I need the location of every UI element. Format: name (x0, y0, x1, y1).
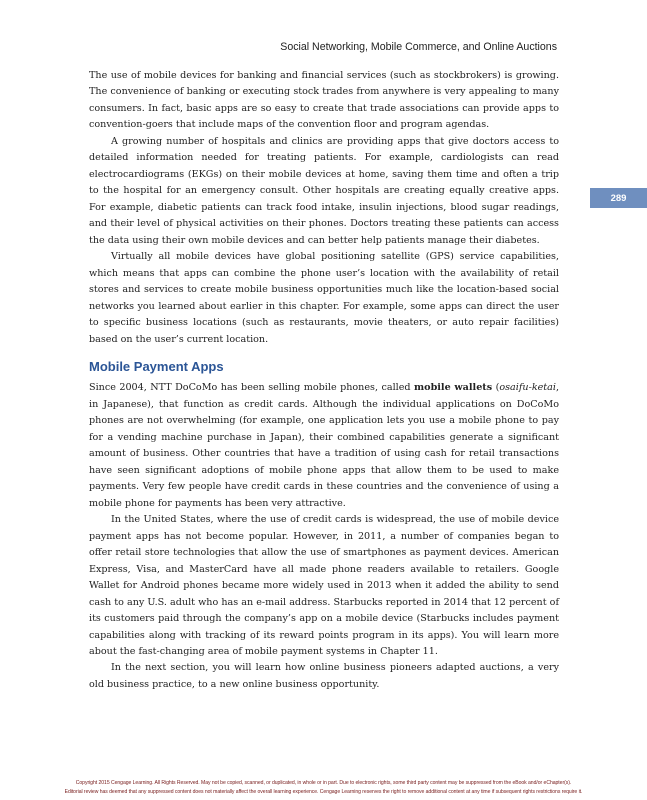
editorial-footer: Editorial review has deemed that any suppressed content does not materially affect the overall learning experience. Cengage Learning reserves the right to remove additional content at any time if subsequent rights restrictions require it. (64, 789, 583, 795)
foreign-term: osaifu-ketai (499, 382, 556, 394)
page-number-tab: 289 (590, 188, 647, 208)
text-run: , in Japanese), that function as credit cards. Although the individual applications on DoCoMo phones are not overwhelming (for example, one application lets you use a mobile phone to pay for a vending machine purchase in Japan), their combined capabilities generate a significant amount of business. Other countries that have a tradition of using cash for retail transactions have seen significant adoptions of mobile phone apps that allow them to be used to make payments. Very few people have credit cards in these countries and the convenience of using a mobile phone for payments has been very attractive. (89, 382, 560, 509)
copyright-footer: Copyright 2015 Cengage Learning. All Rights Reserved. May not be copied, scanned, or duplicated, in whole or in part. Due to electronic rights, some third party content may be suppressed from the eBook and/or eChapter(s). (75, 780, 572, 786)
section-heading: Mobile Payment Apps (89, 359, 224, 375)
text-run: Since 2004, NTT DoCoMo has been selling mobile phones, called (89, 382, 415, 394)
intro-paragraph: A growing number of hospitals and clinics are providing apps that give doctors access to detailed information needed for treating patients. For example, cardiologists can read electrocardiograms (EKGs) on their mobile devices at home, saving them time and often a trip to the hospital for an emergency consult. Other hospitals are creating equally creative apps. For example, diabetic patients can track food intake, insulin injections, blood sugar readings, and their level of physical activities on their phones. Doctors treating these patients can access the data using their own mobile devices and can better help patients manage their diabetes. (89, 135, 559, 246)
text-run: ( (492, 382, 500, 394)
running-head: Social Networking, Mobile Commerce, and Online Auctions (280, 41, 557, 53)
intro-paragraph: Virtually all mobile devices have global positioning satellite (GPS) service capabilities, which means that apps can combine the phone user’s location with the availability of retail stores and services to create mobile business opportunities much like the location-based social networks you learned about earlier in this chapter. For example, some apps can direct the user to specific business locations (such as restaurants, movie theaters, or auto repair facilities) based on the user’s current location. (89, 251, 559, 345)
intro-paragraph: The use of mobile devices for banking and financial services (such as stockbrokers) is growing. The convenience of banking or executing stock trades from anywhere is very appealing to many consumers. In fact, basic apps are so easy to create that trade associations can provide apps to convention-goers that include maps of the convention floor and program agendas. (89, 70, 559, 131)
key-term: mobile wallets (414, 382, 493, 394)
section-paragraph (89, 380, 559, 512)
section-paragraph: In the United States, where the use of credit cards is widespread, the use of mobile device payment apps has not become popular. However, in 2011, a number of companies began to offer retail store technologies that allow the use of smartphones as payment devices. American Express, Visa, and MasterCard have all made phone readers available to retailers. Google Wallet for Android phones became more widely used in 2013 when it added the ability to send cash to any U.S. adult who has an e-mail address. Starbucks reported in 2014 that 12 percent of its customers paid through the company’s app on a mobile device (Starbucks includes payment capabilities along with tracking of its reward points program in its apps). You will learn more about the fast-changing area of mobile payment systems in Chapter 11. (89, 514, 559, 657)
body-text (89, 68, 559, 693)
section-paragraph: In the next section, you will learn how online business pioneers adapted auctions, a very old business practice, to a new online business opportunity. (89, 662, 559, 690)
